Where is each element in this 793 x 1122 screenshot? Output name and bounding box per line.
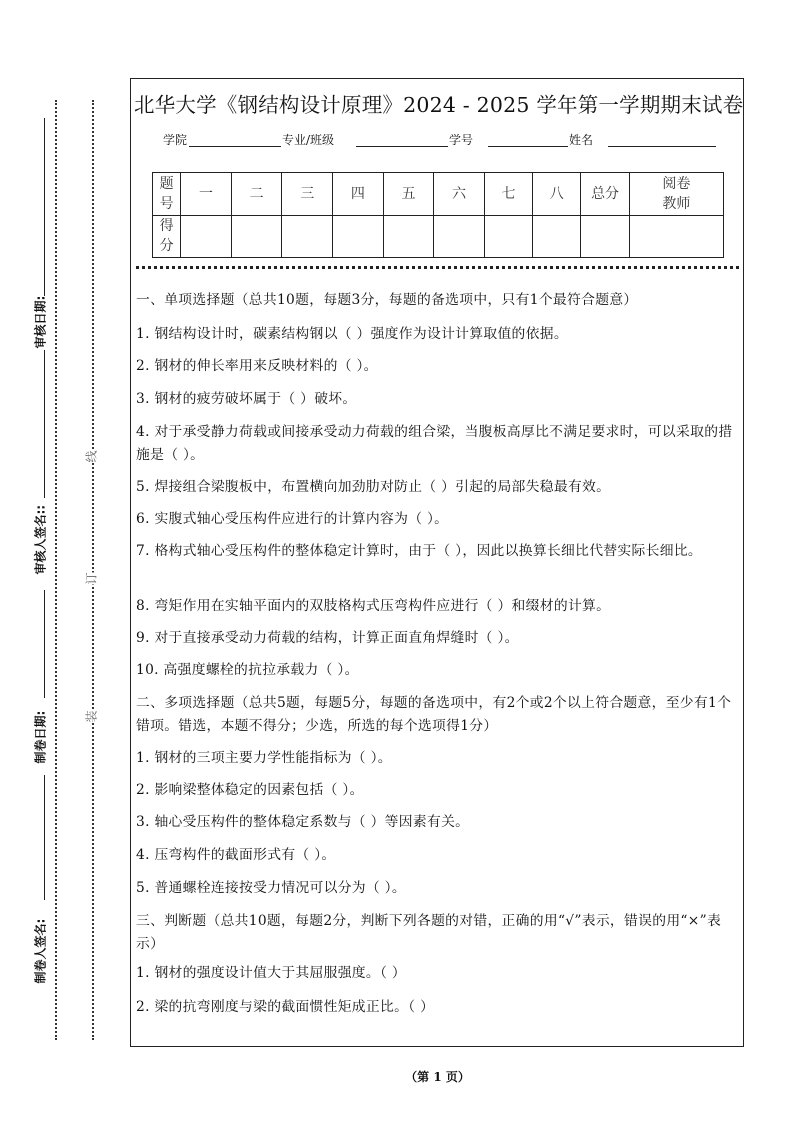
question: 6. 实腹式轴心受压构件应进行的计算内容为（ ）。 (136, 511, 449, 527)
question: 4. 对于承受静力荷载或间接承受动力荷载的组合梁，当腹板高厚比不满足要求时，可以采取的措施是（ ）。 (136, 424, 733, 463)
college-field[interactable] (189, 146, 281, 147)
score-cell[interactable] (581, 215, 629, 258)
column-header: 一 (181, 173, 232, 216)
question: 8. 弯矩作用在实轴平面内的双肢格构式压弯构件应进行（ ）和缀材的计算。 (136, 598, 611, 614)
score-table (152, 172, 724, 258)
column-header: 八 (533, 173, 581, 216)
column-header: 五 (383, 173, 434, 216)
exam-title: 北华大学《钢结构设计原理》2024 - 2025 学年第一学期期末试卷 (134, 93, 744, 117)
question: 2. 影响梁整体稳定的因素包括（ ）。 (136, 782, 364, 798)
college-label: 学院 (163, 133, 188, 147)
student-id-field[interactable] (488, 146, 568, 147)
dotted-separator (136, 266, 739, 269)
name-field[interactable] (608, 146, 716, 147)
preparer-signature-label: 制卷人签名: (33, 918, 48, 984)
question: 5. 普通螺栓连接按受力情况可以分为（ ）。 (136, 880, 406, 896)
preparation-date-label: 制卷日期: (33, 710, 48, 764)
score-cell[interactable] (231, 215, 282, 258)
reviewer-signature-label: 审核人签名:: (33, 504, 48, 575)
cut-mark-zhuang: 装 (84, 710, 99, 723)
signature-line (44, 350, 45, 498)
question: 2. 梁的抗弯刚度与梁的截面惯性矩成正比。（ ） (136, 999, 435, 1015)
signature-line (44, 775, 45, 900)
major-class-field[interactable] (356, 146, 448, 147)
score-cell[interactable] (282, 215, 333, 258)
page-number: （第 1 页） (405, 1070, 470, 1084)
cut-mark-xian: 线 (84, 450, 99, 463)
student-id-label: 学号 (449, 133, 474, 147)
question: 5. 焊接组合梁腹板中，布置横向加劲肋对防止（ ）引起的局部失稳最有效。 (136, 479, 611, 495)
question: 1. 钢结构设计时，碳素结构钢以（ ）强度作为设计计算取值的依据。 (136, 326, 568, 342)
score-cell[interactable] (484, 215, 532, 258)
question: 1. 钢材的强度设计值大于其屈服强度。（ ） (136, 965, 406, 981)
row-label: 得 分 (153, 215, 181, 258)
question: 10. 高强度螺栓的抗拉承载力（ ）。 (136, 662, 359, 678)
score-cell[interactable] (383, 215, 434, 258)
score-row (153, 215, 724, 258)
question: 3. 钢材的疲劳破坏属于（ ）破坏。 (136, 391, 357, 407)
section-heading: 三、判断题（总共10题，每题2分，判断下列各题的对错，正确的用“√”表示，错误的用“×”表示） (136, 913, 722, 952)
column-header: 四 (333, 173, 384, 216)
question: 2. 钢材的伸长率用来反映材料的（ ）。 (136, 358, 378, 374)
section-heading: 一、单项选择题（总共10题，每题3分，每题的备选项中，只有1个最符合题意） (136, 292, 638, 308)
question: 9. 对于直接承受动力荷载的结构，计算正面直角焊缝时（ ）。 (136, 630, 519, 646)
column-header: 总分 (581, 173, 629, 216)
question-number-row (153, 173, 724, 216)
name-label: 姓名 (569, 133, 594, 147)
seal-line-outer (55, 100, 57, 1040)
section-heading: 二、多项选择题（总共5题，每题5分，每题的备选项中，有2个或2个以上符合题意，至少有1个错项。错选，本题不得分；少选，所选的每个选项得1分） (136, 695, 732, 734)
grader-header: 阅卷 教师 (629, 173, 723, 216)
seal-line-inner (92, 100, 94, 1040)
question: 3. 轴心受压构件的整体稳定系数与（ ）等因素有关。 (136, 814, 470, 830)
signature-line (44, 118, 45, 296)
column-header: 六 (434, 173, 485, 216)
grader-cell[interactable] (629, 215, 723, 258)
question: 4. 压弯构件的截面形式有（ ）。 (136, 847, 336, 863)
major-class-label: 专业/班级 (282, 133, 335, 147)
question: 1. 钢材的三项主要力学性能指标为（ ）。 (136, 750, 392, 766)
score-cell[interactable] (181, 215, 232, 258)
column-header: 二 (231, 173, 282, 216)
row-label: 题 号 (153, 173, 181, 216)
signature-line (44, 590, 45, 698)
score-cell[interactable] (533, 215, 581, 258)
score-cell[interactable] (434, 215, 485, 258)
score-cell[interactable] (333, 215, 384, 258)
review-date-label: 审核日期: (33, 295, 48, 349)
cut-mark-ding: 订 (84, 572, 99, 585)
column-header: 七 (484, 173, 532, 216)
question: 7. 格构式轴心受压构件的整体稳定计算时，由于（ ），因此以换算长细比代替实际长细比。 (136, 543, 703, 559)
column-header: 三 (282, 173, 333, 216)
